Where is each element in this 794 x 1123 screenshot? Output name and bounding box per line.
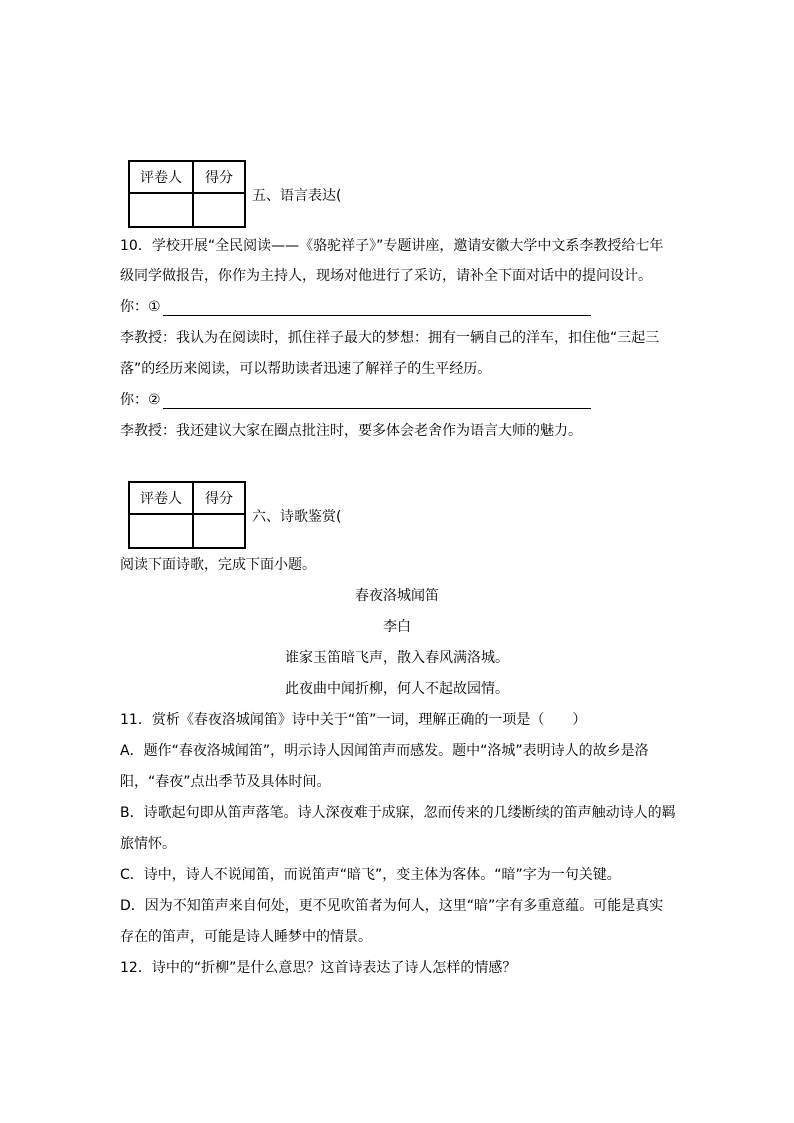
grader-cell[interactable] bbox=[129, 193, 193, 227]
poem-line-2: 此夜曲中闻折柳，何人不起故园情。 bbox=[285, 681, 509, 697]
q11-option-a-line1[interactable]: A．题作“春夜洛城闻笛”，明示诗人因闻笛声而感发。题中“洛城”表明诗人的故乡是洛 bbox=[120, 743, 649, 759]
q10-answer-2 bbox=[120, 391, 591, 409]
q11-option-d-line2[interactable]: 存在的笛声，可能是诗人睡梦中的情景。 bbox=[120, 929, 372, 945]
q10-prof-line1: 李教授：我认为在阅读时，抓住祥子最大的梦想：拥有一辆自己的洋车，扣住他“三起三 bbox=[120, 330, 660, 346]
q11-option-a-line2[interactable]: 阳，“春夜”点出季节及具体时间。 bbox=[120, 774, 331, 790]
grader-cell[interactable] bbox=[129, 514, 193, 548]
score-table bbox=[128, 160, 246, 228]
grader-header: 评卷人 bbox=[129, 161, 193, 193]
q12-stem: 12．诗中的“折柳”是什么意思？这首诗表达了诗人怎样的情感？ bbox=[120, 960, 517, 976]
score-table bbox=[128, 481, 246, 549]
q10-stem-line2: 级同学做报告，你作为主持人，现场对他进行了采访，请补全下面对话中的提问设计。 bbox=[120, 268, 652, 284]
grader-header: 评卷人 bbox=[129, 482, 193, 514]
q11-option-c[interactable]: C．诗中，诗人不说闻笛，而说笛声“暗飞”，变主体为客体。“暗”字为一句关键。 bbox=[120, 867, 621, 883]
q11-option-b-line2[interactable]: 旅情怀。 bbox=[120, 836, 176, 852]
score-header: 得分 bbox=[193, 161, 245, 193]
section-title-6: 六、诗歌鉴赏( bbox=[252, 509, 342, 525]
q11-option-d-line1[interactable]: D．因为不知笛声来自何处，更不见吹笛者为何人，这里“暗”字有多重意蕴。可能是真实 bbox=[120, 898, 664, 914]
answer-blank-2[interactable] bbox=[163, 394, 591, 409]
q11-option-b-line1[interactable]: B．诗歌起句即从笛声落笔。诗人深夜难于成寐，忽而传来的几缕断续的笛声触动诗人的羁 bbox=[120, 805, 676, 821]
score-cell[interactable] bbox=[193, 193, 245, 227]
poem-line-1: 谁家玉笛暗飞声，散入春风满洛城。 bbox=[285, 650, 509, 666]
poem-title: 春夜洛城闻笛 bbox=[355, 588, 439, 604]
q10-stem-line1: 10．学校开展“全民阅读——《骆驼祥子》”专题讲座，邀请安徽大学中文系李教授给七年 bbox=[120, 238, 664, 254]
score-box-section6 bbox=[128, 481, 246, 549]
poem-intro: 阅读下面诗歌，完成下面小题。 bbox=[120, 557, 316, 573]
answer-blank-1[interactable] bbox=[163, 301, 591, 316]
score-header: 得分 bbox=[193, 482, 245, 514]
you-label-2: 你：② bbox=[120, 392, 161, 408]
score-cell[interactable] bbox=[193, 514, 245, 548]
q10-answer-1 bbox=[120, 298, 591, 316]
q11-stem: 11．赏析《春夜洛城闻笛》诗中关于“笛”一词，理解正确的一项是（ ） bbox=[120, 712, 587, 728]
you-label-1: 你：① bbox=[120, 299, 161, 315]
q10-prof-line2: 落”的经历来阅读，可以帮助读者迅速了解祥子的生平经历。 bbox=[120, 361, 492, 377]
section-title-5: 五、语言表达( bbox=[252, 188, 342, 204]
poem-author: 李白 bbox=[383, 619, 411, 635]
score-box-section5 bbox=[128, 160, 246, 228]
q10-prof-line3: 李教授：我还建议大家在圈点批注时，要多体会老舍作为语言大师的魅力。 bbox=[120, 423, 582, 439]
